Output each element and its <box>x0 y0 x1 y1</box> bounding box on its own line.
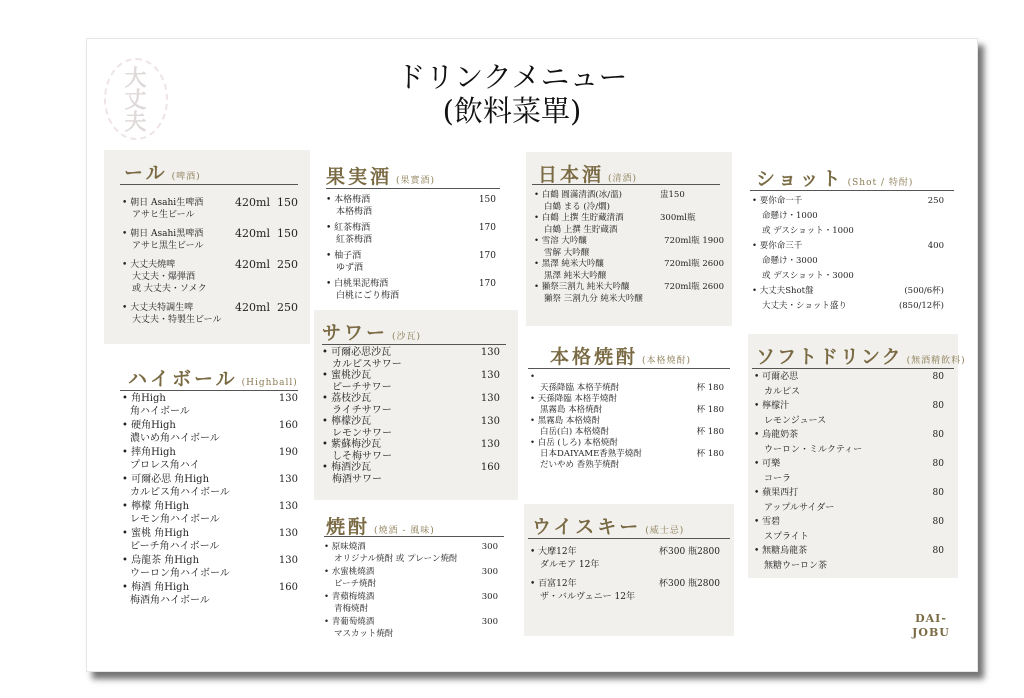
list-item: • 白桃果泥梅酒 170 白桃にごり梅酒 <box>326 279 496 301</box>
list-item: • 檸檬沙瓦 130 レモンサワー <box>322 416 500 439</box>
page-title <box>0 60 1024 128</box>
list-item: • 百富12年 杯300 瓶2800 ザ・バルヴェニー 12年 <box>530 579 720 602</box>
list-item: • 青蘋梅燒酒 300 青梅焼酎 <box>324 592 498 614</box>
list-item: だいやめ 香熟芋焼酎 <box>540 460 620 470</box>
list-item: • 天孫降臨 本格芋燒酎 黒霧島 本格焼酎 杯 180 <box>530 394 724 415</box>
sour-list <box>322 347 500 485</box>
divider <box>324 536 504 537</box>
sake-title: 日本酒 (清酒) <box>538 164 638 186</box>
beer-title: ール (啤酒) <box>124 162 201 184</box>
fruit-wine-list <box>326 194 496 302</box>
shot-list <box>752 194 944 314</box>
divider <box>528 538 730 539</box>
list-item: • 黑霧島 本格燒酎 白岳(白) 本格燒酎 杯 180 <box>530 416 724 437</box>
shochu-flavor-title: 焼酎 (燒酒 - 風味) <box>326 516 435 538</box>
soft-drink-title: ソフトドリンク (無酒精飲料) <box>756 346 966 368</box>
page-title-line1: ドリンクメニュー <box>396 60 628 94</box>
divider <box>120 390 298 391</box>
page-title-line2: (飲料菜單) <box>442 94 582 128</box>
sake-section <box>526 152 732 326</box>
whisky-list <box>530 546 720 604</box>
whisky-title: ウイスキー (威士忌) <box>532 516 685 538</box>
list-item: • 要你命三千 400 命懸け・3000 或 デスショット・3000 <box>752 241 944 281</box>
list-item: • 天孫降臨 本格芋焼酎 杯 180 <box>530 372 724 393</box>
list-item: • 摔角High 190 プロレス角ハイ <box>122 447 298 471</box>
list-item: • 荔枝沙瓦 130 ライチサワー <box>322 393 500 416</box>
list-item: • 大摩12年 杯300 瓶2800 ダルモア 12年 <box>530 547 720 570</box>
honkaku-shochu-section <box>524 334 734 494</box>
list-item: • 朝日 Asahi生啤酒 420ml 150 アサヒ生ビール <box>122 196 298 220</box>
list-item: • 烏龍奶茶 80 ウーロン・ミルクティー <box>754 430 944 455</box>
list-item: • 烏龍茶 角High 130 ウーロン角ハイボール <box>122 555 298 579</box>
divider <box>326 188 500 189</box>
list-item: • 大丈夫燒啤 420ml 250 大丈夫・爆弾酒 或 大丈夫・ソメク <box>122 258 298 294</box>
list-item: • 大丈夫特調生啤 420ml 250 大丈夫・特製生ビール <box>122 301 298 325</box>
list-item: • 硬角High 160 濃いめ角ハイボール <box>122 420 298 444</box>
list-item: • 白鶴 圓滿清酒(冰/溫) 盅150 白鶴 まる (冷/燗) <box>534 190 685 212</box>
soft-drink-section <box>748 334 966 578</box>
beer-list <box>122 197 298 326</box>
list-item: • 雪溶 大吟釀 720ml瓶 1900 雪解 大吟醸 <box>534 236 724 258</box>
list-item: • 梅酒 角High 160 梅酒角ハイボール <box>122 582 298 606</box>
list-item: • 大丈夫Shot盤 (500/6杯) 大丈夫・ショット盛り (850/12杯) <box>752 286 944 311</box>
honkaku-shochu-title: 本格焼酎 (本格燒酎) <box>550 346 692 368</box>
list-item: • 檸檬汁 80 レモンジュース <box>754 401 944 426</box>
list-item: • 獺祭三割九 純米大吟釀 720ml瓶 2600 獺祭 三割九分 純米大吟醸 <box>534 282 724 304</box>
list-item: • 檸檬 角High 130 レモン角ハイボール <box>122 501 298 525</box>
list-item: • 要你命一千 250 命懸け・1000 或 デスショット・1000 <box>752 196 944 236</box>
sake-list <box>534 190 724 305</box>
fruit-wine-section <box>318 154 514 304</box>
list-item: • 青葡萄燒酒 300 マスカット焼酎 <box>324 617 498 639</box>
list-item: • 蘋果西打 80 アップルサイダー <box>754 488 944 513</box>
list-item: • 無糖烏龍茶 80 無糖ウーロン茶 <box>754 546 944 571</box>
sour-section <box>314 310 518 500</box>
divider <box>528 368 730 369</box>
list-item: • 梅酒沙瓦 160 梅酒サワー <box>322 462 500 485</box>
list-item: • 可爾必思 80 カルピス <box>754 372 944 397</box>
fruit-wine-title: 果実酒 (果實酒) <box>326 166 436 188</box>
list-item: • 水蜜桃燒酒 300 ピーチ焼酎 <box>324 567 498 589</box>
list-item: • 可爾必思沙瓦 130 カルピスサワー <box>322 347 500 370</box>
sour-title: サワー (沙瓦) <box>322 322 422 344</box>
list-item: • 白岳 (しろ) 本格焼酎 日本DAIYAME香熟芋燒酎 杯 180 <box>530 438 724 459</box>
list-item: • 可爾必思 角High 130 カルピス角ハイボール <box>122 474 298 498</box>
list-item: • 白鶴 上撰 生貯藏清酒 300ml瓶 白鶴 上撰 生貯蔵酒 <box>534 213 696 235</box>
list-item: • 雪碧 80 スプライト <box>754 517 944 542</box>
shot-title: ショット (Shot / 特酎) <box>756 168 914 190</box>
list-item: • 蜜桃沙瓦 130 ピーチサワー <box>322 370 500 393</box>
list-item: • 朝日 Asahi黑啤酒 420ml 150 アサヒ黒生ビール <box>122 227 298 251</box>
list-item: • 本格梅酒 150 本格梅酒 <box>326 195 496 217</box>
shochu-flavor-section <box>316 508 516 644</box>
beer-section <box>104 150 310 344</box>
whisky-section <box>524 504 734 636</box>
list-item: • 可樂 80 コーラ <box>754 459 944 484</box>
divider <box>322 344 506 345</box>
highball-list <box>122 392 298 607</box>
divider <box>750 190 954 191</box>
list-item: • 紅茶梅酒 170 紅茶梅酒 <box>326 223 496 245</box>
shochu-flavor-list <box>324 542 498 640</box>
list-item: • 柚子酒 170 ゆず酒 <box>326 251 496 273</box>
list-item: • 蜜桃 角High 130 ピーチ角ハイボール <box>122 528 298 552</box>
footer-brand: DAI- JOBU <box>912 612 950 639</box>
list-item: • 紫蘇梅沙瓦 130 しそ梅サワー <box>322 439 500 462</box>
highball-title: ハイボール (Highball) <box>128 368 298 390</box>
soft-drink-list <box>754 370 944 573</box>
divider <box>532 184 720 185</box>
divider <box>120 184 298 185</box>
divider <box>752 368 954 369</box>
highball-section <box>104 356 310 612</box>
logo-text: 大丈夫 <box>121 66 147 132</box>
list-item: • 黑澤 純米大吟釀 720ml瓶 2600 黒澤 純米大吟醸 <box>534 259 724 281</box>
shot-section <box>750 156 958 326</box>
list-item: • 角High 130 角ハイボール <box>122 393 298 417</box>
honkaku-shochu-list <box>530 372 724 471</box>
list-item: • 原味燒酒 300 オリジナル焼酎 或 プレーン焼酎 <box>324 542 498 564</box>
